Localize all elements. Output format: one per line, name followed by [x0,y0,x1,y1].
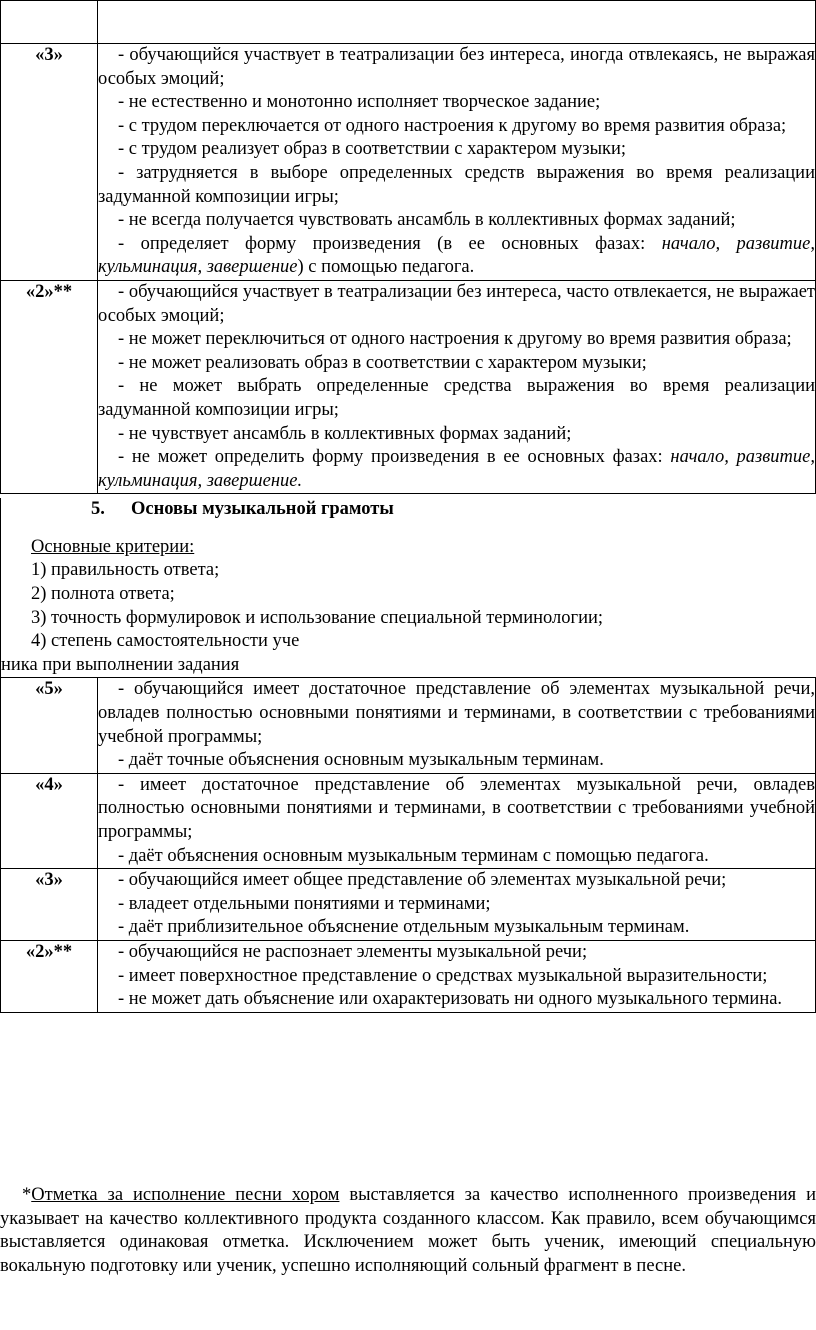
description-cell [98,869,816,941]
grading-table-theatre [0,0,816,494]
criterion-line: - владеет отдельными понятиями и терминами; [118,893,491,914]
criteria-item: 2) полнота ответа; [31,584,175,605]
table-row [1,678,816,773]
table-row [1,773,816,868]
criterion-line: - обучающийся не распознает элементы музыкальной речи; [118,941,588,962]
criterion-line: - даёт объяснения основным музыкальным терминам с помощью педагога. [118,845,709,866]
section-music-literacy [0,498,816,677]
criterion-line [98,233,815,280]
criterion-line: - не может переключиться от одного настроения к другому во время развития образа; [118,329,792,350]
criterion-line: - не может реализовать образ в соответствии с характером музыки; [118,352,647,373]
empty-cell [1,1,98,44]
criterion-line: - имеет поверхностное представление о средствах музыкальной выразительности; [118,965,768,986]
criterion-line: - не может выбрать определенные средства выражения во время реализации задуманной композиции игры; [98,376,815,420]
footnote-marker: * [22,1185,32,1205]
line-text: ) с помощью педагога. [297,257,475,278]
table-row [1,869,816,941]
criterion-line: - обучающийся имеет достаточное представление об элементах музыкальной речи, овладев полностью основными понятиями и терминами, в соответствии с требованиями учебной программы; [98,679,815,747]
description-cell [98,678,816,773]
footnote-underlined-term: Отметка за исполнение песни хором [31,1185,340,1205]
grade-cell: «5» [1,678,98,773]
section-title-text: Основы музыкальной грамоты [131,499,394,520]
line-text: - определяет форму произведения (в ее основных фазах: [118,233,662,254]
phases-italic: начало, развитие, кульминация, завершение [98,233,815,278]
grading-table-literacy [0,677,816,1012]
table-row [1,44,816,281]
section-number: 5. [91,499,105,520]
grade-cell: «4» [1,773,98,868]
description-cell [98,280,816,493]
table-row [1,1,816,44]
description-cell [98,773,816,868]
criteria-item: 1) правильность ответа; [31,560,220,581]
section-title [31,498,816,522]
grade-cell: «2»** [1,940,98,1012]
description-cell [98,44,816,281]
footnote [0,1184,816,1278]
table-row [1,940,816,1012]
empty-cell [98,1,816,44]
criterion-line: - даёт точные объяснения основным музыкальным терминам. [118,750,604,771]
grade-cell: «3» [1,869,98,941]
criterion-line: - не естественно и монотонно исполняет творческое задание; [118,92,601,113]
criterion-line: - не чувствует ансамбль в коллективных формах заданий; [118,423,572,444]
phases-italic: начало, развитие, кульминация, завершение. [98,447,815,491]
criterion-line: - затрудняется в выборе определенных средств выражения во время реализации задуманной композиции игры; [98,162,815,207]
criteria-item: ника при выполнении задания [1,654,240,675]
description-cell [98,940,816,1012]
criterion-line: - обучающийся участвует в театрализации без интереса, часто отвлекается, не выражает особых эмоций; [98,281,815,326]
table-row [1,280,816,493]
grade-cell: «3» [1,44,98,281]
criterion-line: - с трудом реализует образ в соответствии с характером музыки; [118,139,627,160]
criteria-item: 3) точность формулировок и использование специальной терминологии; [31,607,604,628]
criterion-line: - даёт приблизительное объяснение отдельным музыкальным терминам. [118,917,690,938]
criterion-line: - обучающийся имеет общее представление об элементах музыкальной речи; [118,870,727,891]
footnote-text: выставляется за качество исполненного произведения и указывает на качество коллективного продукта созданного классом. Как правило, всем обучающимся выставляется одинаковая отметка. Исключением может быть ученик, имеющий специальную вокальную подготовку или ученик, успешно исполняющий сольный фрагмент в песне. [0,1185,816,1276]
criterion-line: - не всегда получается чувствовать ансамбль в коллективных формах заданий; [118,210,736,231]
criterion-line: - не может дать объяснение или охарактеризовать ни одного музыкального термина. [118,989,783,1010]
criterion-line: - имеет достаточное представление об элементах музыкальной речи, овладев полностью основными понятиями и терминами, в соответствии с требованиями учебной программы; [98,774,815,842]
criteria-heading: Основные критерии: [31,536,195,557]
grade-cell: «2»** [1,280,98,493]
criterion-line: - с трудом переключается от одного настроения к другому во время развития образа; [118,115,787,136]
line-text: - не может определить форму произведения в ее основных фазах: [118,447,671,468]
criterion-line [98,446,815,493]
criterion-line: - обучающийся участвует в театрализации без интереса, иногда отвлекаясь, не выражая особых эмоций; [98,45,815,89]
criteria-item: 4) степень самостоятельности уче [31,631,300,652]
